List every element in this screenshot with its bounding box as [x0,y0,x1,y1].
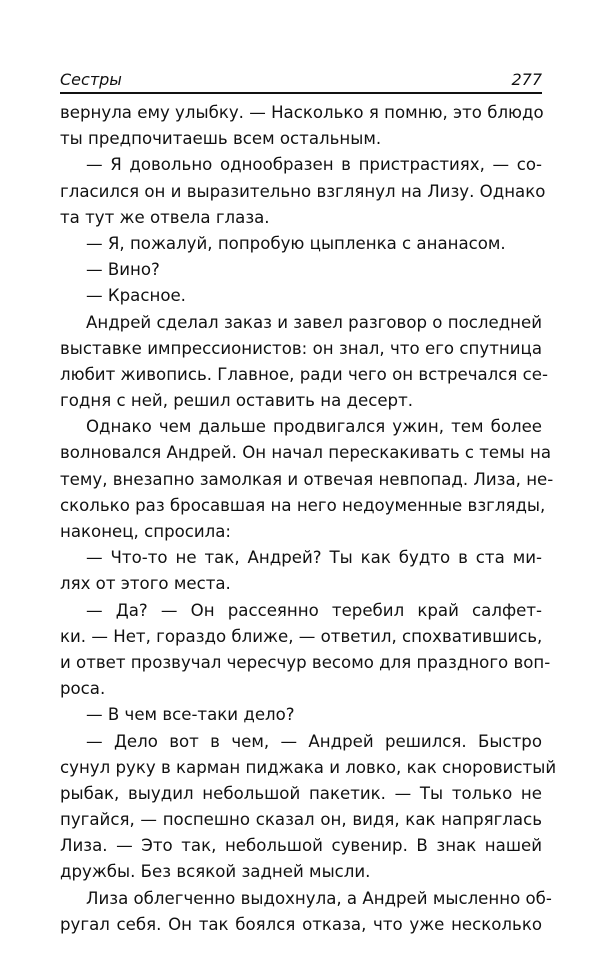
text-line: — В чем все-таки дело? [86,705,295,725]
text-line: — Я довольно однообразен в пристрастиях, — со- [86,155,542,175]
text-line: Лиза облегченно выдохнула, а Андрей мысленно об- [86,888,552,908]
text-line: пугайся, — поспешно сказал он, видя, как напряглась [60,810,542,830]
text-line: — Что-то не так, Андрей? Ты как будто в ста ми- [86,548,542,568]
text-line: годня с ней, решил оставить на десерт. [60,391,414,411]
text-line: ругал себя. Он так боялся отказа, что уже несколько [60,914,542,934]
page-number: 277 [511,70,542,89]
text-line: сунул руку в карман пиджака и ловко, как сноровистый [60,757,557,777]
text-line: рыбак, выудил небольшой пакетик. — Ты только не [60,783,542,803]
text-line: наконец, спросила: [60,522,232,541]
text-line: волновался Андрей. Он начал перескакивать с темы на [60,443,552,463]
text-line: выставке импрессионистов: он знал, что его спутница [60,338,542,358]
running-header [60,66,542,94]
text-line: Однако чем дальше продвигался ужин, тем более [86,417,542,437]
text-line: тему, внезапно замолкая и отвечая невпопад. Лиза, не- [60,469,554,489]
text-line: Андрей сделал заказ и завел разговор о последней [86,312,542,332]
text-line: дружбы. Без всякой задней мысли. [60,862,371,882]
text-line: Лиза. — Это так, небольшой сувенир. В знак нашей [60,836,542,856]
text-line: сколько раз бросавшая на него недоуменные взгляды, [60,495,546,515]
body-text [60,100,557,938]
text-line: — Я, пожалуй, попробую цыпленка с ананасом. [86,233,506,253]
text-line: — Дело вот в чем, — Андрей решился. Быстро [86,731,542,751]
running-title: Сестры [60,70,122,89]
text-line: — Красное. [86,286,186,306]
text-line: любит живопись. Главное, ради чего он встречался се- [60,364,548,384]
text-line: и ответ прозвучал чересчур весомо для праздного воп- [60,652,551,672]
text-line: вернула ему улыбку. — Насколько я помню, это блюдо [60,103,544,122]
text-line: гласился он и выразительно взглянул на Лизу. Однако [60,181,546,201]
text-line: ки. — Нет, гораздо ближе, — ответил, спохватившись, [60,626,543,646]
text-line: — Вино? [86,260,160,280]
text-line: лях от этого места. [60,574,231,594]
text-line: та тут же отвела глаза. [60,207,270,227]
text-line: — Да? — Он рассеянно теребил край салфет- [86,600,542,620]
text-line: роса. [60,679,106,699]
text-line: ты предпочитаешь всем остальным. [60,129,382,149]
